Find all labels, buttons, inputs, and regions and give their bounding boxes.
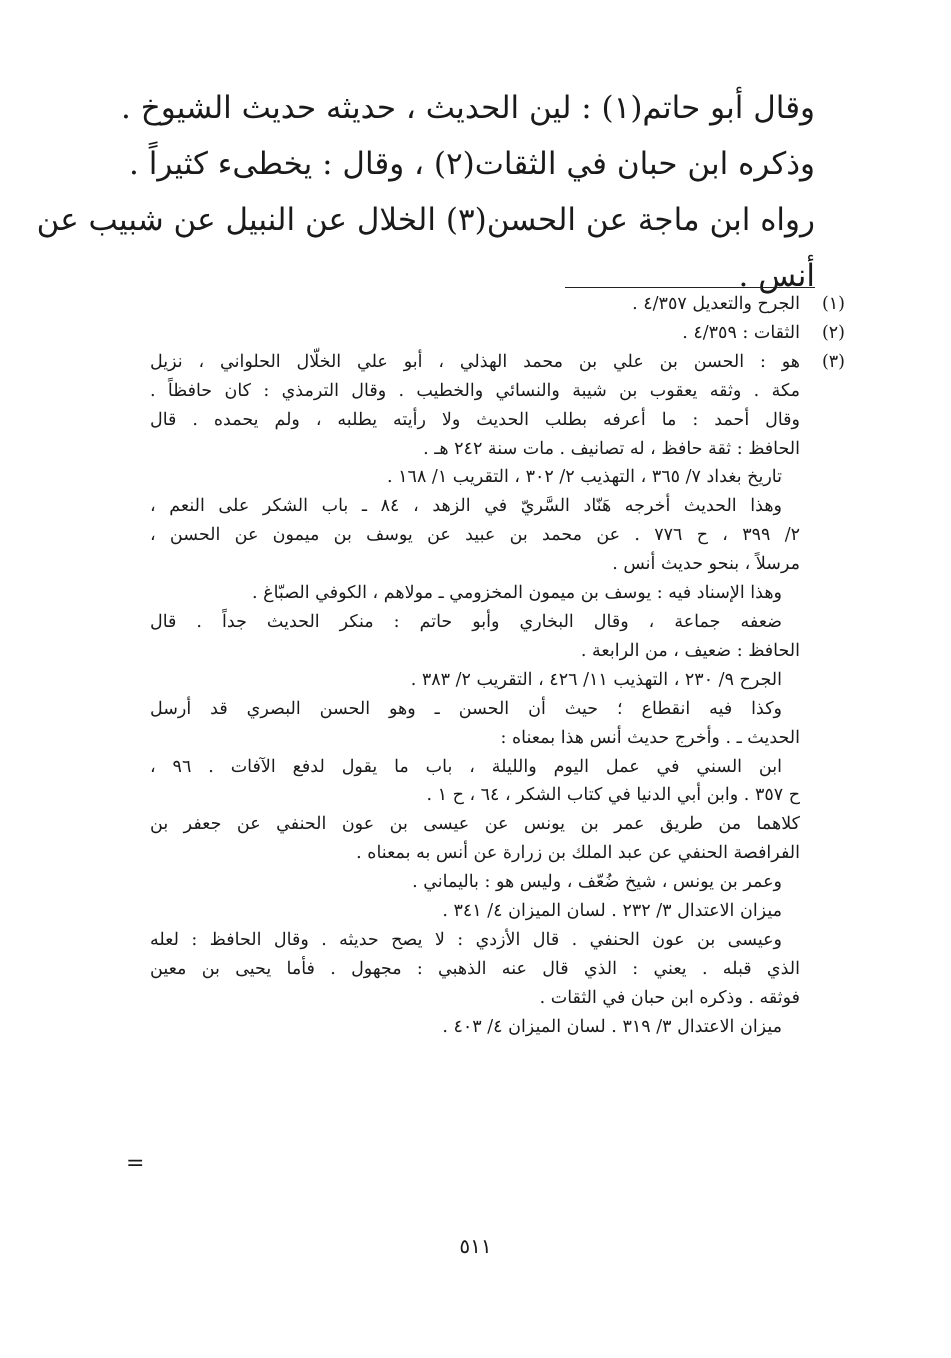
footnote-line: الجرح والتعديل ٤/٣٥٧ .: [632, 294, 800, 314]
footnote-line: وعيسى بن عون الحنفي . قال الأزدي : لا يصح حديثه . وقال الحافظ : لعله: [150, 929, 782, 950]
footnote-line: الذي قبله . يعني : الذي قال عنه الذهبي : مجهول . فأما يحيى بن معين: [150, 958, 800, 979]
footnote-number: (٣): [821, 351, 845, 372]
footnote-line: الحافظ : ضعيف ، من الرابعة .: [580, 640, 800, 661]
footnote-line: الحديث ـ . وأخرج حديث أنس هذا بمعناه :: [500, 727, 800, 748]
footnote-line: وعمر بن يونس ، شيخ ضُعّف ، وليس هو : باليماني .: [412, 872, 782, 893]
footnote-line: هو : الحسن بن علي بن محمد الهذلي ، أبو علي الخلّال الحلواني ، نزيل: [150, 351, 800, 372]
footnote-line: مرسلاً ، بنحو حديث أنس .: [612, 554, 800, 575]
footnote-line: ميزان الاعتدال ٣/ ٣١٩ . لسان الميزان ٤/ ٤٠٣ .: [442, 1016, 782, 1037]
footnote-line: فوثقه . وذكره ابن حبان في الثقات .: [539, 987, 800, 1008]
footnote-separator: [565, 287, 815, 288]
footnote-1: [150, 290, 845, 319]
main-line: وقال أبو حاتم(١) : لين الحديث ، حديثه حديث الشيوخ .: [120, 90, 815, 126]
footnote-line: كلاهما من طريق عمر بن يونس عن عيسى بن عون الحنفي عن جعفر بن: [150, 814, 800, 835]
footnote-number: (١): [821, 294, 845, 314]
footnote-line: مكة . وثقه يعقوب بن شيبة والنسائي والخطيب . وقال الترمذي : كان حافظاً .: [150, 380, 800, 401]
footnote-2: [150, 319, 845, 348]
footnote-line: تاريخ بغداد ٧/ ٣٦٥ ، التهذيب ٢/ ٣٠٢ ، التقريب ١/ ١٦٨ .: [387, 467, 782, 488]
footnotes: [150, 290, 845, 1042]
footnote-line: وكذا فيه انقطاع ؛ حيث أن الحسن ـ وهو الحسن البصري قد أرسل: [150, 698, 782, 719]
footnote-line: ٢/ ٣٩٩ ، ح ٧٧٦ . عن محمد بن عبيد عن يوسف بن ميمون عن الحسن ،: [150, 525, 800, 546]
footnote-line: ح ٣٥٧ . وابن أبي الدنيا في كتاب الشكر ، ٦٤ ، ح ١ .: [426, 785, 800, 806]
footnote-line: ابن السني في عمل اليوم والليلة ، باب ما يقول لدفع الآفات . ٩٦ ،: [150, 756, 782, 777]
page-number: ٥١١: [459, 1234, 492, 1258]
footnote-line: الثقات : ٤/٣٥٩ .: [682, 322, 800, 343]
main-line: أنس .: [738, 258, 815, 294]
footnote-number: (٢): [821, 322, 845, 343]
footnote-line: وهذا الإسناد فيه : يوسف بن ميمون المخزومي ـ مولاهم ، الكوفي الصبّاغ .: [252, 583, 782, 604]
main-line: وذكره ابن حبان في الثقات(٢) ، وقال : يخطىء كثيراً .: [129, 146, 815, 182]
footnote-line: الجرح ٩/ ٢٣٠ ، التهذيب ١١/ ٤٢٦ ، التقريب ٢/ ٣٨٣ .: [410, 669, 782, 690]
footnote-line: الحافظ : ثقة حافظ ، له تصانيف . مات سنة ٢٤٢ هـ .: [423, 438, 800, 459]
footnote-line: ميزان الاعتدال ٣/ ٢٣٢ . لسان الميزان ٤/ ٣٤١ .: [442, 901, 782, 922]
main-text: [36, 80, 815, 304]
footnote-line: ضعفه جماعة ، وقال البخاري وأبو حاتم : منكر الحديث جداً . قال: [150, 611, 782, 632]
main-line: رواه ابن ماجة عن الحسن(٣) الخلال عن النبيل عن شبيب عن: [36, 202, 815, 238]
footnote-line: الفرافصة الحنفي عن عبد الملك بن زرارة عن أنس به بمعناه .: [356, 843, 800, 864]
continuation-mark: =: [126, 1151, 145, 1176]
footnote-line: وهذا الحديث أخرجه هَنّاد السَّريّ في الزهد ، ٨٤ ـ باب الشكر على النعم ،: [150, 496, 782, 517]
footnote-line: وقال أحمد : ما أعرفه بطلب الحديث ولا رأيته يطلبه ، ولم يحمده . قال: [150, 409, 800, 430]
footnote-3: [150, 348, 845, 1042]
